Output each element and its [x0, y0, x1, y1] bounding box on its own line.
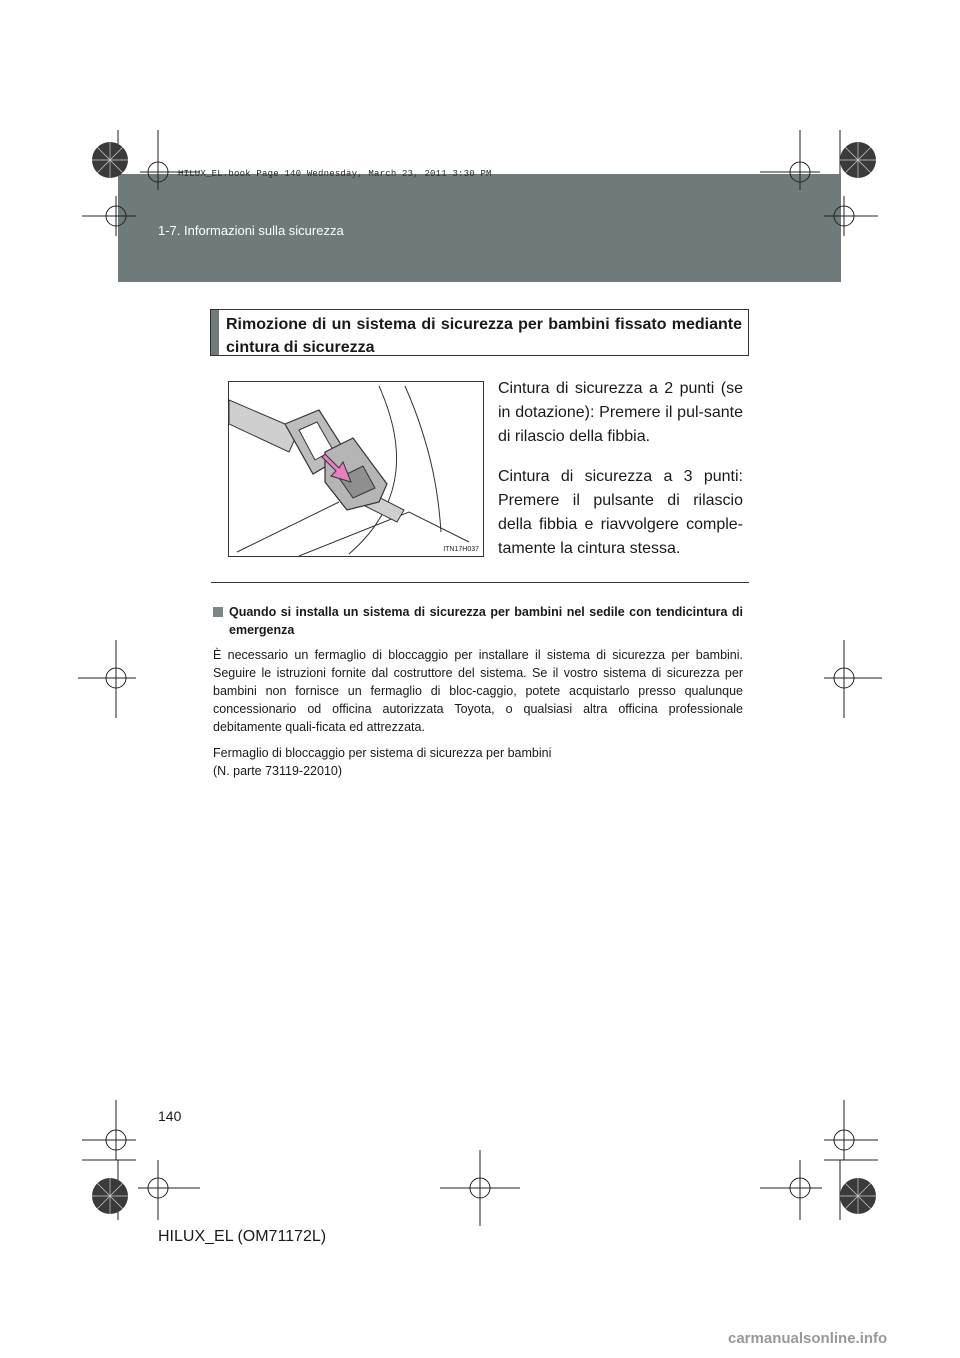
box-heading-text: Rimozione di un sistema di sicurezza per bambini fissato mediante cintura di sicurezza	[226, 316, 742, 356]
step-two-point-belt: Cintura di sicurezza a 2 punti (se in dotazione): Premere il pul-sante di rilascio della fibbia.	[498, 380, 743, 445]
note-paragraph: È necessario un fermaglio di bloccaggio per installare il sistema di sicurezza per bambini. Seguire le istruzioni fornite dal costruttore del sistema. Se il vostro sistema di sicurezza per bambini non fornisce un fermaglio di bloc-caggio, potete acquistarlo presso qualunque concessionario od officina autorizzata Toyota, o qualsiasi altra officina professionale debitamente quali-ficata ed attrezzata.	[213, 648, 743, 734]
page-number: 140	[158, 1108, 182, 1124]
part-label: Fermaglio di bloccaggio per sistema di sicurezza per bambini	[213, 746, 552, 760]
watermark: carmanualsonline.info	[728, 1330, 888, 1347]
figure-code: ITN17H037	[443, 546, 479, 553]
manual-code: HILUX_EL (OM71172L)	[158, 1228, 327, 1245]
note-heading-text: Quando si installa un sistema di sicurezza per bambini nel sedile con tendicintura di emergenza	[229, 605, 743, 637]
part-number: (N. parte 73119-22010)	[213, 764, 343, 778]
section-title: 1-7. Informazioni sulla sicurezza	[158, 223, 344, 238]
book-stamp: HILUX_EL.book Page 140 Wednesday, March 23, 2011 3:30 PM	[178, 169, 492, 179]
step-three-point-belt: Cintura di sicurezza a 3 punti: Premere il pulsante di rilascio della fibbia e riavvolgere comple-tamente la cintura stessa.	[498, 468, 743, 557]
